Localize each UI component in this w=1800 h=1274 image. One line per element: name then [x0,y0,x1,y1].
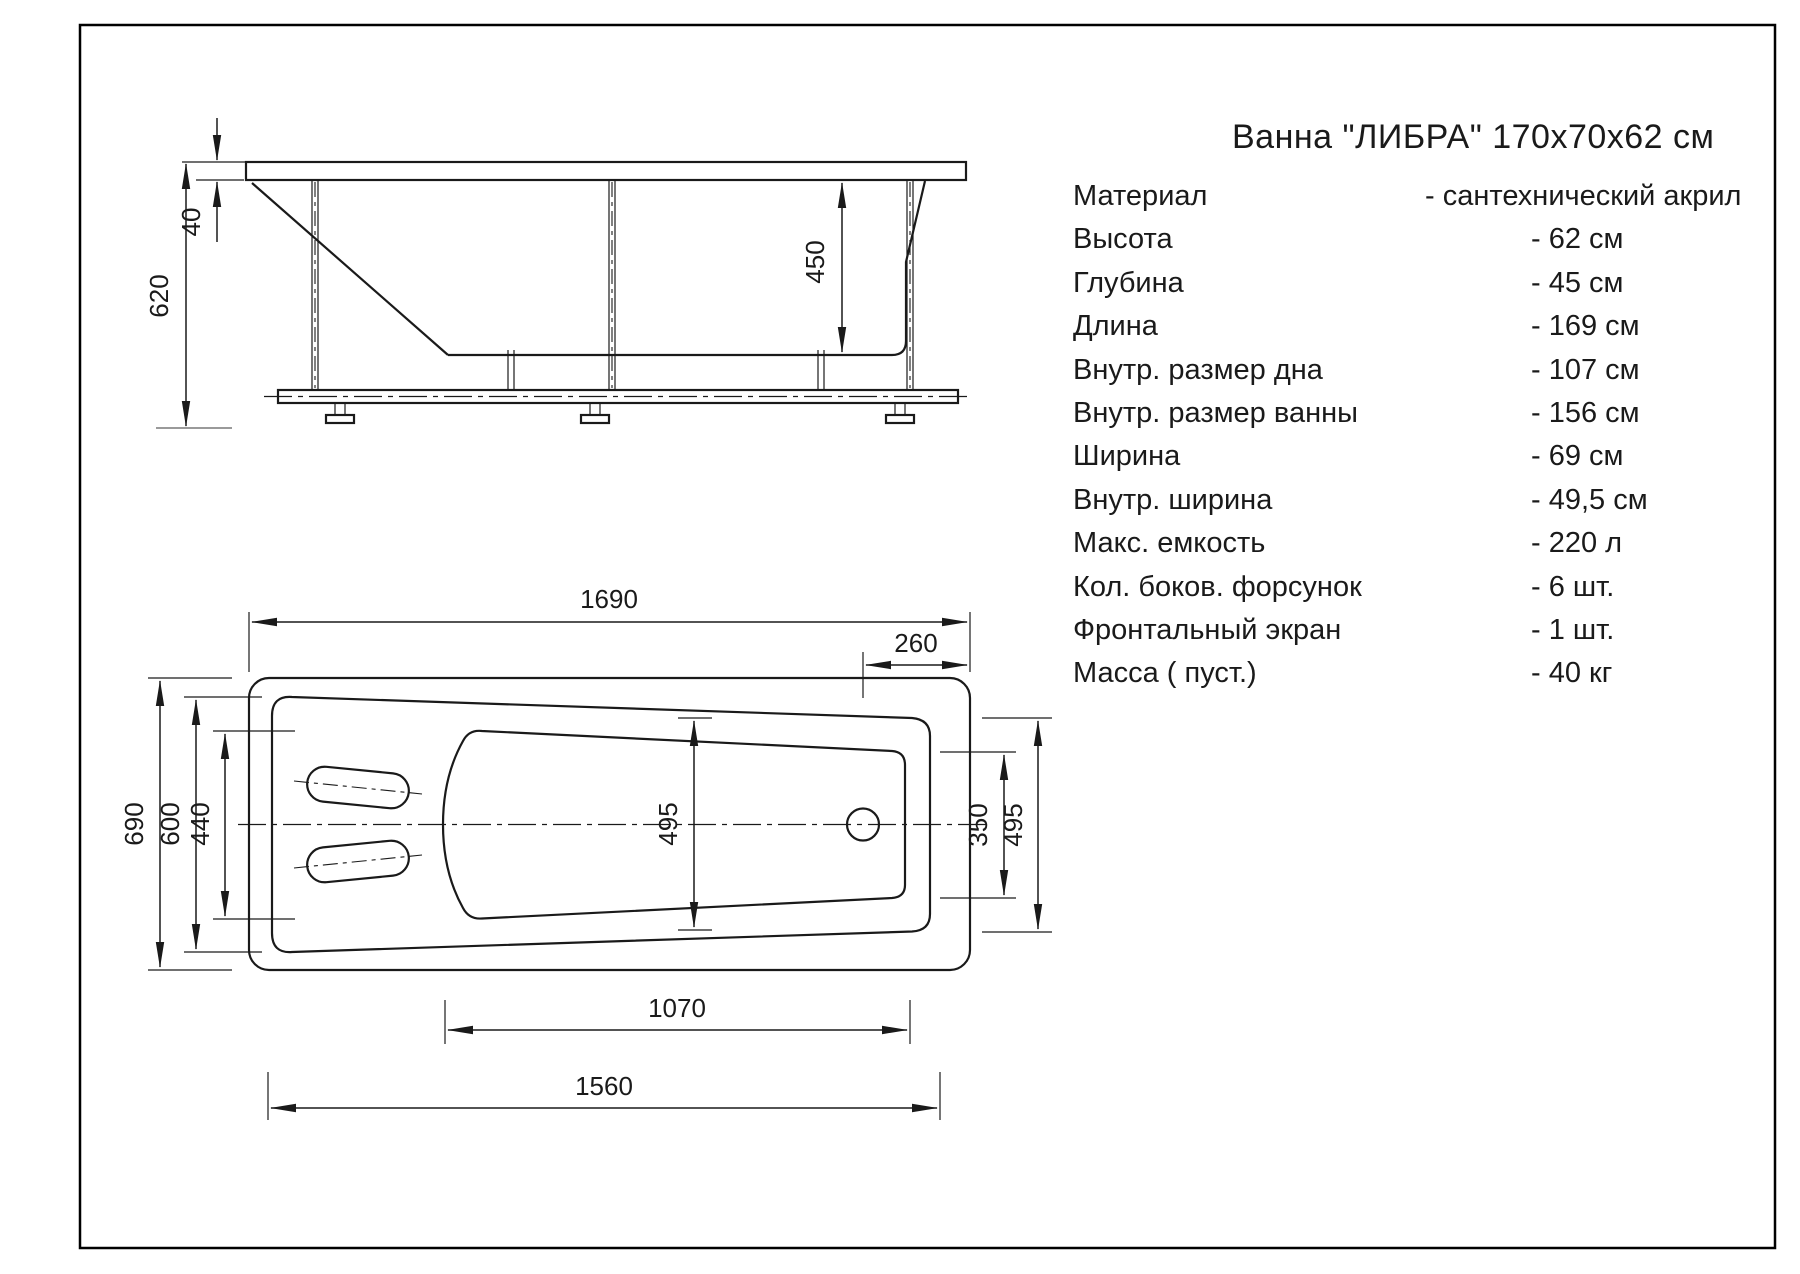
spec-value: - сантехнический акрил [1425,180,1742,212]
spec-row [1073,571,1773,614]
spec-row [1073,527,1773,570]
dim-inner-width-mid: 495 [653,802,683,846]
spec-value: - 45 см [1531,266,1624,299]
spec-row [1073,223,1773,266]
dim-overall-height: 620 [144,274,174,318]
dim-inner-length: 1560 [575,1071,633,1101]
spec-label: Ширина [1073,440,1181,473]
spec-list [1073,180,1773,701]
spec-label: Кол. боков. форсунок [1073,570,1362,603]
spec-value: - 1 шт. [1531,613,1615,646]
spec-value: - 49,5 см [1531,483,1648,516]
dim-inner-depth: 450 [800,240,830,284]
side-foot [326,403,354,423]
spec-value: - 6 шт. [1531,570,1615,603]
spec-label: Внутр. размер дна [1073,353,1323,386]
spec-label: Внутр. ширина [1073,483,1273,516]
dim-inner-width-foot: 495 [998,803,1028,847]
page-title: Ванна "ЛИБРА" 170x70x62 см [1232,118,1715,156]
dim-bottom-length: 1070 [648,993,706,1023]
spec-value: - 107 см [1531,353,1640,386]
spec-label: Длина [1073,310,1158,343]
dim-overall-width: 690 [119,802,149,846]
side-foot [886,403,914,423]
spec-value: - 169 см [1531,310,1640,343]
spec-row [1073,180,1773,223]
spec-value: - 40 кг [1531,657,1613,690]
spec-row [1073,484,1773,527]
spec-row [1073,440,1773,483]
spec-label: Глубина [1073,266,1184,299]
dim-bottom-width-foot: 350 [963,803,993,847]
spec-row [1073,267,1773,310]
spec-label: Материал [1073,180,1208,212]
spec-label: Внутр. размер ванны [1073,396,1358,429]
spec-label: Макс. емкость [1073,527,1266,560]
spec-row [1073,657,1773,700]
dim-inner-width-head: 600 [155,802,185,846]
spec-label: Высота [1073,223,1173,256]
dim-rim-height: 40 [176,207,206,237]
side-foot [581,403,609,423]
side-rim [246,162,966,180]
spec-row [1073,397,1773,440]
spec-row [1073,310,1773,353]
plan-view-drawing [119,584,1052,1120]
spec-row [1073,354,1773,397]
spec-value: - 156 см [1531,396,1640,429]
spec-value: - 69 см [1531,440,1624,473]
dim-overall-length: 1690 [580,584,638,614]
spec-label: Масса ( пуст.) [1073,657,1257,690]
spec-value: - 62 см [1531,223,1624,256]
side-view-drawing [144,118,972,428]
dim-bottom-width-head: 440 [185,802,215,846]
dim-drain-to-edge: 260 [894,628,938,658]
spec-row [1073,614,1773,657]
spec-label: Фронтальный экран [1073,613,1342,646]
spec-value: - 220 л [1531,527,1623,560]
